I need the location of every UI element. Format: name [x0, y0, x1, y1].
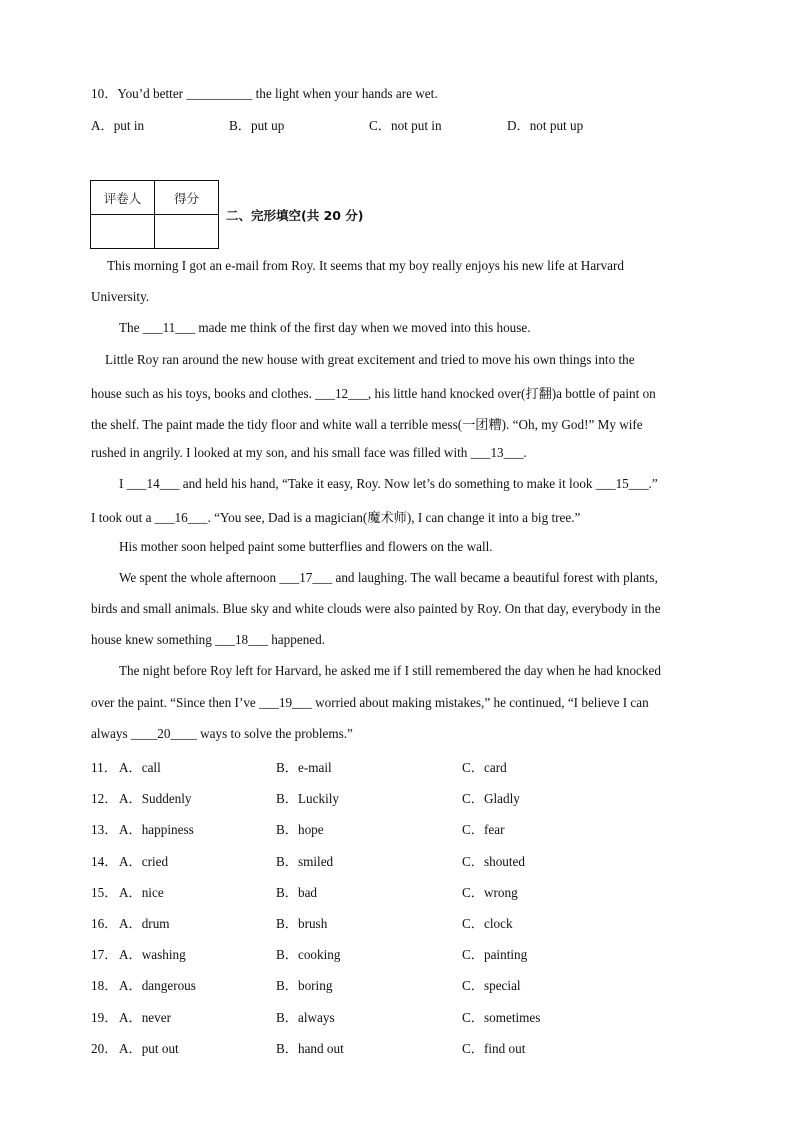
question-10-option-b: B．put up — [229, 118, 285, 133]
answer-option-b: B．brush — [276, 916, 328, 931]
answer-row — [91, 882, 701, 902]
passage-line: University. — [91, 289, 150, 304]
answer-row — [91, 851, 701, 871]
passage-line: The night before Roy left for Harvard, he asked me if I still remembered the day when he had knocked — [119, 663, 661, 678]
passage-line: We spent the whole afternoon ___17___ and laughing. The wall became a beautiful forest with plants, — [119, 570, 658, 585]
answer-row — [91, 788, 701, 808]
answer-number: 11． — [91, 760, 117, 775]
answer-number: 17． — [91, 947, 118, 963]
section-title: 二、完形填空(共 20 分) — [226, 208, 364, 223]
answer-option-c: C．shouted — [462, 853, 526, 869]
answer-number: 16． — [91, 916, 118, 931]
answer-option-c: C．painting — [462, 947, 528, 963]
answer-row — [91, 757, 701, 777]
answer-option-b: B．e-mail — [276, 760, 332, 775]
answer-option-b: B．Luckily — [276, 791, 340, 807]
answer-option-a: A．Suddenly — [119, 791, 192, 807]
passage-line: birds and small animals. Blue sky and white clouds were also painted by Roy. On that day, everybody in the — [91, 601, 661, 616]
question-10-option-d: D．not put up — [507, 118, 584, 133]
passage-line: The ___11___ made me think of the first day when we moved into this house. — [119, 320, 531, 335]
answer-option-c: C．Gladly — [462, 791, 520, 807]
answer-option-a: A．never — [119, 1009, 171, 1025]
answer-option-c: C．clock — [462, 916, 513, 931]
answer-option-b: B．smiled — [276, 853, 334, 869]
passage-line: over the paint. “Since then I’ve ___19___ worried about making mistakes,” he continued, “I believe I can — [91, 695, 649, 710]
answer-number: 18． — [91, 978, 118, 994]
question-10-stem — [91, 83, 438, 102]
answer-option-a: A．put out — [119, 1040, 179, 1056]
score-table-score-header: 得分 — [155, 181, 219, 215]
answer-option-a: A．nice — [119, 884, 164, 900]
answer-number: 14． — [91, 853, 118, 869]
answer-option-c: C．find out — [462, 1040, 526, 1056]
answer-row — [91, 975, 701, 995]
passage-line: house such as his toys, books and clothes. ___12___, his little hand knocked over(打翻)a bottle of paint on — [91, 386, 656, 401]
answer-option-c: C．wrong — [462, 884, 518, 900]
passage-line: This morning I got an e-mail from Roy. It seems that my boy really enjoys his new life at Harvard — [107, 258, 624, 273]
question-10-prefix: 10．You’d better — [91, 86, 184, 101]
passage-line: His mother soon helped paint some butterflies and flowers on the wall. — [119, 539, 493, 554]
answer-number: 15． — [91, 884, 118, 900]
answer-option-b: B．bad — [276, 884, 318, 900]
answer-row — [91, 913, 701, 933]
question-10-option-c: C．not put in — [369, 118, 442, 133]
answer-row — [91, 819, 701, 839]
answer-number: 20． — [91, 1040, 118, 1056]
answer-row — [91, 1007, 701, 1027]
answer-option-b: B．hope — [276, 822, 324, 838]
answer-row — [91, 1038, 701, 1058]
score-table-score-cell — [155, 215, 219, 249]
answer-option-b: B．cooking — [276, 947, 341, 963]
answer-number: 13． — [91, 822, 118, 838]
answer-option-b: B．always — [276, 1009, 335, 1025]
answer-number: 19． — [91, 1009, 118, 1025]
passage-line: rushed in angrily. I looked at my son, and his small face was filled with ___13___. — [91, 445, 527, 460]
passage-line: I ___14___ and held his hand, “Take it easy, Roy. Now let’s do something to make it look ___15___.” — [119, 476, 658, 491]
score-table-grader-cell — [91, 215, 155, 249]
question-10-option-a: A．put in — [91, 118, 145, 133]
answer-option-c: C．sometimes — [462, 1009, 541, 1025]
answer-row — [91, 944, 701, 964]
answer-option-c: C．card — [462, 760, 507, 775]
answer-option-a: A．drum — [119, 916, 170, 931]
answer-option-c: C．special — [462, 978, 521, 994]
score-table-grader-header: 评卷人 — [91, 181, 155, 215]
answer-option-a: A．dangerous — [119, 978, 196, 994]
passage-line: the shelf. The paint made the tidy floor and white wall a terrible mess(一团糟). “Oh, my God!” My wife — [91, 417, 643, 432]
passage-line: house knew something ___18___ happened. — [91, 632, 326, 647]
score-table — [90, 180, 219, 249]
answer-number: 12． — [91, 791, 118, 807]
answer-option-b: B．boring — [276, 978, 333, 994]
question-10-suffix: the light when your hands are wet. — [255, 86, 438, 101]
passage-line: I took out a ___16___. “You see, Dad is a magician(魔术师), I can change it into a big tree.” — [91, 510, 581, 525]
passage-line: always ____20____ ways to solve the problems.” — [91, 726, 353, 741]
answer-option-c: C．fear — [462, 822, 505, 838]
answer-option-a: A．cried — [119, 853, 169, 869]
answer-option-b: B．hand out — [276, 1040, 344, 1056]
answer-option-a: A．washing — [119, 947, 186, 963]
question-10-options — [91, 115, 701, 135]
question-10-blank: __________ — [186, 86, 253, 101]
answer-option-a: A．happiness — [119, 822, 194, 838]
passage-line: Little Roy ran around the new house with great excitement and tried to move his own things into the — [105, 352, 635, 367]
answer-option-a: A．call — [119, 760, 161, 775]
